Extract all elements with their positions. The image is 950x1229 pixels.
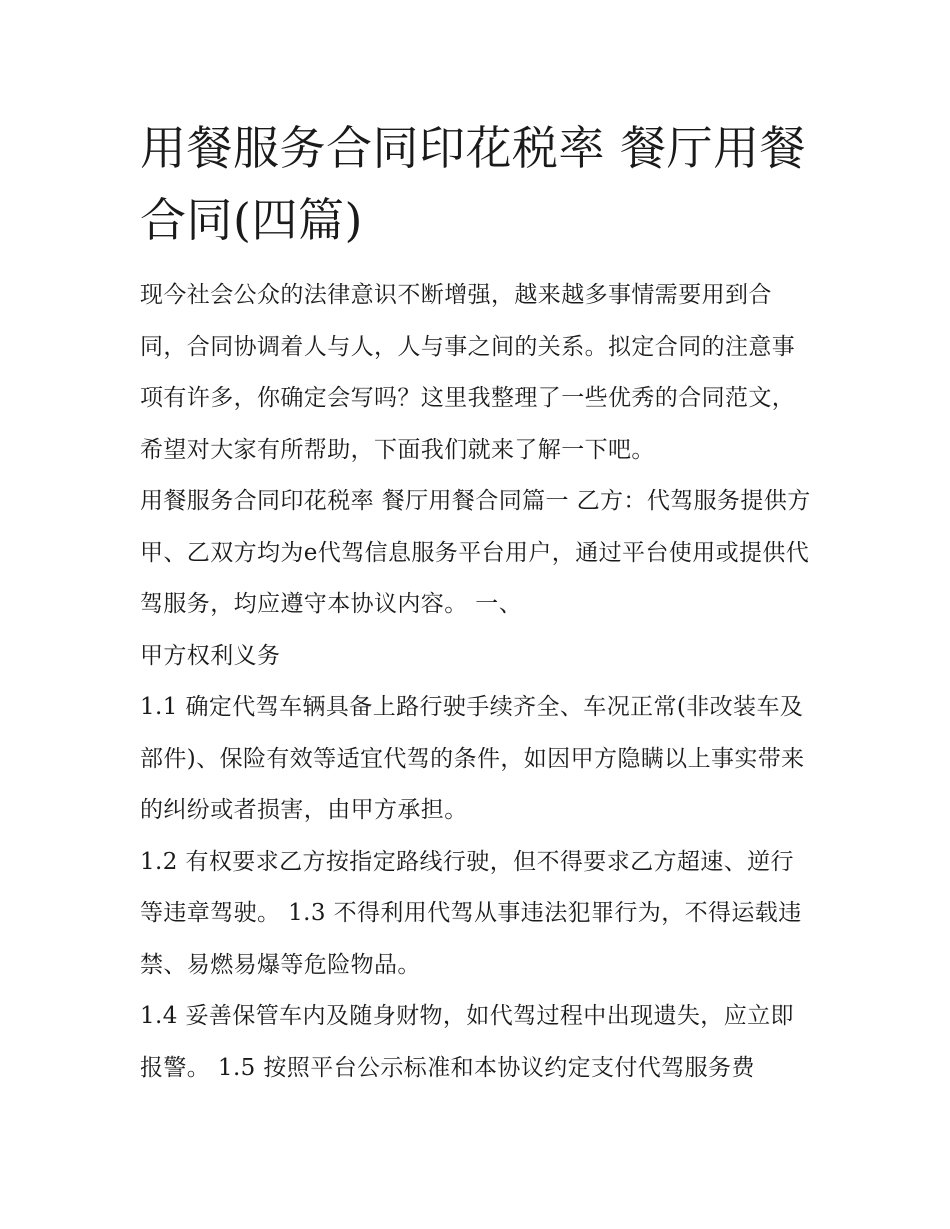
section-heading-party-a-rights: 甲方权利义务 [140, 642, 281, 669]
paragraph-clause-1-2-1-3: 1.2 有权要求乙方按指定路线行驶，但不得要求乙方超速、逆行等违章驾驶。 1.3 不得利用代驾从事违法犯罪行为，不得运载违禁、易燃易爆等危险物品。 [140, 848, 802, 978]
paragraph-contract-part-one: 用餐服务合同印花税率 餐厅用餐合同篇一 乙方：代驾服务提供方 甲、乙双方均为e代驾信息服务平台用户，通过平台使用或提供代驾服务，均应遵守本协议内容。 一、 [140, 488, 811, 617]
paragraph-intro: 现今社会公众的法律意识不断增强，越来越多事情需要用到合同，合同协调着人与人，人与事之间的关系。拟定合同的注意事项有许多，你确定会写吗？这里我整理了一些优秀的合同范文，希望对大家有所帮助，下面我们就来了解一下吧。 [140, 282, 796, 463]
paragraph-clause-1-4-1-5: 1.4 妥善保管车内及随身财物，如代驾过程中出现遗失，应立即报警。 1.5 按照平台公示标准和本协议约定支付代驾服务费 [140, 1003, 794, 1081]
document-body [140, 112, 812, 1094]
paragraph-clause-1-1: 1.1 确定代驾车辆具备上路行驶手续齐全、车况正常(非改装车及部件)、保险有效等适宜代驾的条件，如因甲方隐瞒以上事实带来的纠纷或者损害，由甲方承担。 [140, 694, 805, 823]
document-title: 用餐服务合同印花税率 餐厅用餐合同(四篇) [140, 121, 807, 247]
